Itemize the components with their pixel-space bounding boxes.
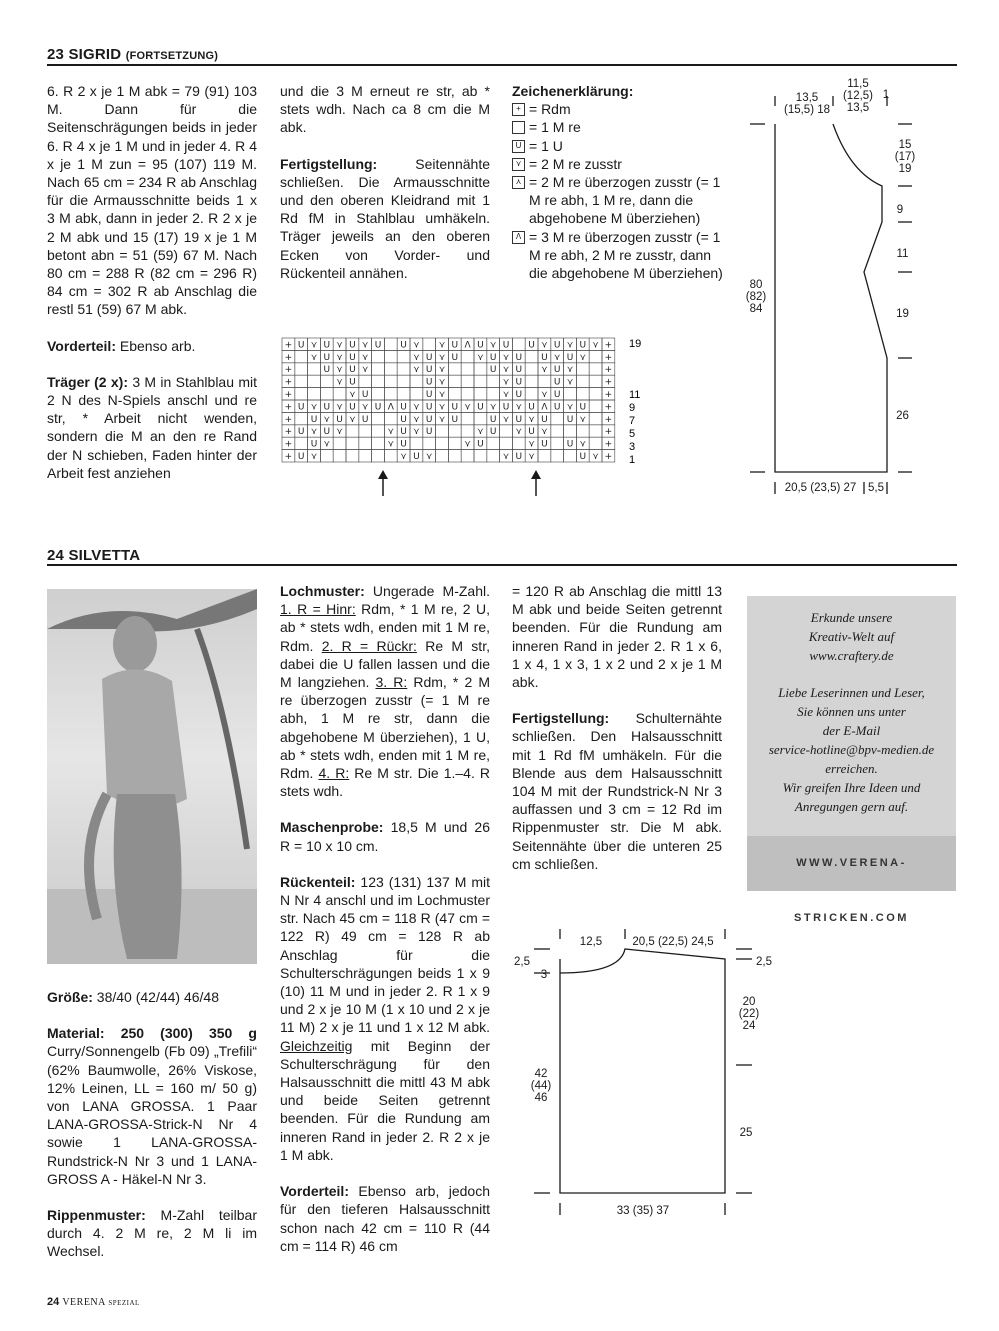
svg-text:⋎: ⋎ bbox=[438, 365, 446, 376]
svg-text:U: U bbox=[425, 402, 433, 413]
svg-text:U: U bbox=[528, 340, 535, 351]
svg-text:⋎: ⋎ bbox=[502, 352, 510, 363]
svg-text:U: U bbox=[515, 390, 523, 400]
row-label: 1 bbox=[629, 454, 636, 466]
svg-text:⋎: ⋎ bbox=[477, 352, 484, 363]
dim-bottom-width: 33 (35) 37 bbox=[616, 1205, 670, 1217]
svg-text:U: U bbox=[374, 402, 382, 413]
svg-text:U: U bbox=[515, 452, 523, 462]
svg-text:+: + bbox=[284, 427, 293, 438]
knitting-chart bbox=[280, 336, 650, 496]
svg-text:U: U bbox=[400, 439, 407, 450]
svg-text:⋎: ⋎ bbox=[387, 439, 395, 450]
chart-grid bbox=[282, 338, 615, 462]
svg-text:U: U bbox=[451, 414, 459, 425]
symbol-k2tog-icon: ⋎ bbox=[512, 158, 525, 171]
svg-text:+: + bbox=[604, 365, 613, 376]
svg-text:⋎: ⋎ bbox=[323, 439, 331, 450]
svg-text:Λ: Λ bbox=[464, 340, 471, 351]
svg-text:⋎: ⋎ bbox=[528, 439, 535, 450]
svg-text:⋎: ⋎ bbox=[541, 340, 548, 351]
svg-text:⋎: ⋎ bbox=[310, 427, 318, 438]
svg-text:⋎: ⋎ bbox=[502, 414, 510, 425]
svg-text:⋎: ⋎ bbox=[541, 365, 548, 376]
svg-text:U: U bbox=[477, 439, 484, 450]
row-label: 19 bbox=[629, 338, 642, 350]
svg-text:U: U bbox=[528, 427, 535, 438]
svg-text:⋎: ⋎ bbox=[566, 402, 574, 413]
svg-text:⋎: ⋎ bbox=[361, 352, 369, 363]
svg-text:⋎: ⋎ bbox=[310, 452, 318, 462]
svg-text:U: U bbox=[566, 352, 574, 363]
svg-text:U: U bbox=[349, 340, 356, 351]
svg-text:⋎: ⋎ bbox=[413, 402, 420, 413]
row-label: 7 bbox=[629, 415, 636, 427]
svg-text:⋎: ⋎ bbox=[438, 377, 446, 388]
section-23-rule bbox=[47, 64, 957, 66]
dim-bottom-2: 5,5 bbox=[868, 482, 884, 494]
dim-top-1: 12,5 bbox=[579, 936, 603, 948]
svg-text:⋎: ⋎ bbox=[336, 340, 343, 351]
svg-text:+: + bbox=[284, 352, 293, 363]
svg-text:U: U bbox=[400, 340, 407, 351]
symbol-yarnover-icon: U bbox=[512, 140, 525, 153]
symbol-sk2p-icon: Λ bbox=[512, 231, 525, 244]
svg-text:U: U bbox=[425, 414, 433, 425]
svg-text:⋎: ⋎ bbox=[579, 414, 587, 425]
svg-text:U: U bbox=[323, 402, 331, 413]
svg-text:⋎: ⋎ bbox=[336, 352, 343, 363]
svg-text:⋎: ⋎ bbox=[336, 377, 343, 388]
silvetta-lochmuster: Lochmuster: Ungerade M-Zahl. 1. R = Hinr: Rdm, * 1 M re, 2 U, ab * stets wdh, enden mit 1 M re, Rdm. 2. R = Rückr: Re M str, dabei die U fallen lassen und die M langziehen. 3. R: Rdm, * 2 M re überzogen zusstr (= 1 M re abh, 1 M re str, dann die abgehobene M überziehen), 1 U, ab * stets wdh, enden mit 1 M re, Rdm. 4. R: Re M str. Die 1.–4. R stets wdh. bbox=[280, 583, 490, 800]
svg-text:+: + bbox=[284, 390, 293, 400]
model-photo bbox=[47, 589, 257, 964]
svg-text:U: U bbox=[297, 402, 305, 413]
top-outline bbox=[560, 949, 725, 1193]
svg-text:U: U bbox=[425, 390, 433, 400]
legend-item: U = 1 U bbox=[512, 137, 727, 155]
silvetta-rippenmuster: Rippenmuster: M-Zahl teilbar durch 4. 2 M re, 2 M li im Wechsel. bbox=[47, 1207, 257, 1260]
svg-text:⋎: ⋎ bbox=[528, 452, 535, 462]
legend-item: = 1 M re bbox=[512, 118, 727, 136]
silvetta-material: Material: 250 (300) 350 g Curry/Sonnengelb (Fb 09) „Trefili“ (62% Baumwolle, 26% Viskose, 12% Leinen, LL = 160 m/ 50 g) von LANA GROSSA. 1 Paar LANA-GROSSA-Strick-N Nr 4 sowie 1 LANA-GROSSA-Rundstrick-N Nr 3 und 1 LANA-GROSS A - Häkel-N Nr 3. bbox=[47, 1025, 257, 1187]
svg-text:U: U bbox=[489, 427, 497, 438]
svg-text:⋎: ⋎ bbox=[387, 427, 395, 438]
svg-text:U: U bbox=[425, 365, 433, 376]
svg-text:U: U bbox=[553, 390, 561, 400]
svg-text:+: + bbox=[284, 439, 293, 450]
svg-text:⋎: ⋎ bbox=[438, 340, 446, 351]
dim-right-3: 11 bbox=[896, 248, 909, 260]
svg-text:⋎: ⋎ bbox=[438, 390, 446, 400]
svg-text:⋎: ⋎ bbox=[579, 439, 587, 450]
svg-text:U: U bbox=[451, 340, 459, 351]
svg-text:+: + bbox=[604, 452, 613, 462]
dim-left-length: 42 (44) 46 bbox=[530, 1068, 552, 1104]
dim-top-right: 1 bbox=[882, 89, 890, 101]
svg-text:+: + bbox=[284, 452, 293, 462]
svg-text:U: U bbox=[515, 377, 523, 388]
row-label: 3 bbox=[629, 441, 636, 453]
svg-text:+: + bbox=[604, 352, 613, 363]
svg-text:U: U bbox=[489, 414, 497, 425]
section-24-title: 24 SILVETTA bbox=[47, 547, 141, 564]
svg-text:U: U bbox=[425, 427, 433, 438]
svg-text:U: U bbox=[541, 352, 548, 363]
svg-text:U: U bbox=[400, 427, 407, 438]
repeat-arrow-left bbox=[378, 470, 388, 496]
svg-text:⋎: ⋎ bbox=[413, 365, 420, 376]
svg-text:⋎: ⋎ bbox=[566, 340, 574, 351]
svg-text:⋎: ⋎ bbox=[541, 427, 548, 438]
svg-text:⋎: ⋎ bbox=[336, 427, 343, 438]
svg-text:⋎: ⋎ bbox=[477, 427, 484, 438]
sigrid-traeger: Träger (2 x): 3 M in Stahlblau mit 2 N des N-Spiels anschl und re str, * Arbeit nicht wenden, sondern die M an den re Rand der N schieben, Faden hinter der Arbeit fest anziehen bbox=[47, 373, 257, 481]
dim-top-mid: 11,5 (12,5) 13,5 bbox=[842, 78, 874, 114]
svg-text:+: + bbox=[604, 377, 613, 388]
svg-text:U: U bbox=[553, 365, 561, 376]
svg-text:⋎: ⋎ bbox=[438, 414, 446, 425]
svg-text:⋎: ⋎ bbox=[310, 402, 318, 413]
dim-top-2: 20,5 (22,5) 24,5 bbox=[632, 936, 714, 948]
svg-text:U: U bbox=[477, 340, 484, 351]
info-text: Erkunde unsere Kreativ-Welt auf www.craftery.de Liebe Leserinnen und Leser, Sie können uns unter der E-Mail service-hotline@bpv-medien.de erreichen. Wir greifen Ihre Ideen und Anregungen gern auf. bbox=[747, 596, 956, 846]
svg-text:U: U bbox=[528, 402, 535, 413]
svg-text:U: U bbox=[297, 427, 305, 438]
dim-bottom-1: 20,5 (23,5) 27 bbox=[784, 482, 857, 494]
svg-text:+: + bbox=[284, 377, 293, 388]
svg-text:U: U bbox=[425, 377, 433, 388]
svg-text:⋎: ⋎ bbox=[502, 377, 510, 388]
svg-text:+: + bbox=[604, 439, 613, 450]
svg-text:⋎: ⋎ bbox=[361, 365, 369, 376]
dim-left-length: 80 (82) 84 bbox=[745, 279, 767, 315]
svg-text:U: U bbox=[489, 352, 497, 363]
svg-text:⋎: ⋎ bbox=[438, 402, 446, 413]
svg-text:⋎: ⋎ bbox=[336, 365, 343, 376]
svg-text:U: U bbox=[349, 377, 356, 388]
svg-text:⋎: ⋎ bbox=[489, 340, 497, 351]
repeat-arrow-right bbox=[531, 470, 541, 496]
svg-text:U: U bbox=[579, 402, 587, 413]
svg-text:U: U bbox=[515, 414, 523, 425]
svg-text:⋎: ⋎ bbox=[413, 340, 420, 351]
dim-right-5: 26 bbox=[896, 410, 909, 422]
silvetta-vorderteil: Vorderteil: Ebenso arb, jedoch für den tieferen Halsausschnitt schon nach 42 cm = 110 R (44 cm = 114 R) 46 cm bbox=[280, 1183, 490, 1254]
svg-text:U: U bbox=[310, 439, 318, 450]
svg-text:+: + bbox=[604, 427, 613, 438]
row-label: 9 bbox=[629, 402, 636, 414]
svg-text:⋎: ⋎ bbox=[438, 352, 446, 363]
svg-text:⋎: ⋎ bbox=[336, 402, 343, 413]
svg-text:⋎: ⋎ bbox=[349, 414, 356, 425]
svg-text:⋎: ⋎ bbox=[349, 390, 356, 400]
svg-text:U: U bbox=[451, 402, 459, 413]
svg-text:U: U bbox=[323, 340, 331, 351]
svg-text:Λ: Λ bbox=[387, 402, 394, 413]
svg-text:U: U bbox=[566, 414, 574, 425]
svg-text:U: U bbox=[566, 439, 574, 450]
svg-text:⋎: ⋎ bbox=[400, 452, 407, 462]
magazine-brand: VERENA SPEZIAL bbox=[62, 1297, 140, 1308]
svg-text:⋎: ⋎ bbox=[515, 427, 523, 438]
svg-text:U: U bbox=[553, 340, 561, 351]
svg-text:⋎: ⋎ bbox=[528, 414, 535, 425]
svg-text:U: U bbox=[323, 427, 331, 438]
legend-item: ⋎ = 2 M re zusstr bbox=[512, 155, 727, 173]
legend-title: Zeichenerklärung: bbox=[512, 83, 634, 99]
svg-text:⋎: ⋎ bbox=[502, 390, 510, 400]
service-email-link[interactable]: service-hotline@bpv-medien.de bbox=[768, 742, 935, 757]
section-23-title: 23 SIGRID (FORTSETZUNG) bbox=[47, 46, 219, 63]
sigrid-schematic bbox=[740, 76, 960, 501]
section-24-rule bbox=[47, 564, 957, 566]
page-number: 24 bbox=[47, 1296, 60, 1308]
svg-text:+: + bbox=[284, 365, 293, 376]
svg-text:⋎: ⋎ bbox=[413, 414, 420, 425]
dim-right-lower: 25 bbox=[739, 1127, 753, 1139]
silvetta-text-3: = 120 R ab Anschlag die mittl 13 M abk und beide Seiten getrennt beenden. Für die Rundung am inneren Rand in jeder 2. R 1 x 6, 1 x 4, 1 x 3, 1 x 2 und 2 x je 1 M abk. bbox=[512, 583, 722, 691]
svg-text:⋎: ⋎ bbox=[464, 439, 471, 450]
symbol-legend bbox=[512, 82, 727, 282]
svg-text:⋎: ⋎ bbox=[361, 402, 369, 413]
svg-text:U: U bbox=[553, 377, 561, 388]
svg-text:⋎: ⋎ bbox=[502, 452, 510, 462]
sigrid-vorderteil: Vorderteil: Ebenso arb. bbox=[47, 337, 196, 354]
svg-text:⋎: ⋎ bbox=[464, 402, 471, 413]
svg-text:U: U bbox=[361, 414, 369, 425]
symbol-skp-icon: ⋏ bbox=[512, 176, 525, 189]
symbol-edge-icon: + bbox=[512, 103, 525, 116]
svg-text:U: U bbox=[336, 414, 343, 425]
dim-top-left: 13,5 (15,5) 18 bbox=[783, 92, 831, 116]
svg-text:+: + bbox=[604, 390, 613, 400]
craftery-link[interactable]: www.craftery.de bbox=[809, 648, 894, 663]
svg-text:⋎: ⋎ bbox=[592, 452, 599, 462]
svg-text:⋎: ⋎ bbox=[310, 340, 318, 351]
svg-text:U: U bbox=[361, 390, 369, 400]
sigrid-column-2 bbox=[280, 82, 490, 300]
svg-text:⋎: ⋎ bbox=[413, 352, 420, 363]
svg-text:U: U bbox=[349, 352, 356, 363]
svg-text:U: U bbox=[451, 352, 459, 363]
svg-text:⋎: ⋎ bbox=[502, 365, 510, 376]
silvetta-column-2 bbox=[280, 582, 490, 1273]
silvetta-column-3 bbox=[512, 582, 722, 891]
svg-text:U: U bbox=[502, 402, 510, 413]
dim-right-4: 19 bbox=[896, 308, 909, 320]
svg-text:U: U bbox=[502, 340, 510, 351]
row-label: 5 bbox=[629, 428, 636, 440]
svg-text:⋎: ⋎ bbox=[592, 340, 599, 351]
svg-text:Λ: Λ bbox=[541, 402, 548, 413]
svg-text:U: U bbox=[400, 402, 407, 413]
svg-text:⋎: ⋎ bbox=[413, 427, 420, 438]
svg-text:U: U bbox=[297, 340, 305, 351]
legend-item: ⋏ = 2 M re überzogen zusstr (= 1 M re abh, 1 M re, dann die abgehobene M überziehen) bbox=[512, 173, 727, 228]
svg-text:⋎: ⋎ bbox=[566, 365, 574, 376]
sigrid-text-1: 6. R 2 x je 1 M abk = 79 (91) 103 M. Dann für die Seitenschrägungen beids in jeder 6. R 4 x je 1 M und in jeder 4. R 4 x je 1 M zun = 95 (107) 119 M. Nach 65 cm = 234 R ab Anschlag für die Armausschnitte beids 1 x 3 M abk, dann in jeder 2. R 2 x je 2 M abk und 15 (17) 19 x je 1 M betont abn = 51 (59) 67 M. Nach 80 cm = 288 R (82 cm = 296 R) 84 cm = 302 R ab Anschlag die restl 51 (59) 67 M abk. bbox=[47, 83, 257, 318]
svg-text:+: + bbox=[604, 340, 613, 351]
silvetta-column-1 bbox=[47, 988, 257, 1279]
svg-text:U: U bbox=[489, 365, 497, 376]
sigrid-fertigstellung: Fertigstellung: Seitennähte schließen. Die Armausschnitte und den oberen Kleidrand mit 1 Rd fM in Stahlblau umhäkeln. Träger jeweils an den oberen Ecken von Vorder- und Rückenteil annähen. bbox=[280, 155, 490, 281]
sigrid-text-2: und die 3 M erneut re str, ab * stets wdh. Nach ca 8 cm die M abk. bbox=[280, 83, 490, 136]
svg-text:+: + bbox=[284, 414, 293, 425]
legend-item: + = Rdm bbox=[512, 100, 727, 118]
svg-text:U: U bbox=[579, 340, 587, 351]
svg-text:⋎: ⋎ bbox=[579, 352, 587, 363]
verena-website-link[interactable]: WWW.VERENA-STRICKEN.COM bbox=[747, 836, 956, 891]
legend-item: Λ = 3 M re überzogen zusstr (= 1 M re abh, 2 M re zusstr, dann die abgehobene M überziehen) bbox=[512, 228, 727, 283]
svg-text:⋎: ⋎ bbox=[323, 414, 331, 425]
dim-right-1: 15 (17) 19 bbox=[894, 139, 916, 175]
svg-text:U: U bbox=[400, 414, 407, 425]
svg-text:U: U bbox=[323, 352, 331, 363]
dim-right-top: 2,5 bbox=[756, 956, 772, 968]
sigrid-column-1 bbox=[47, 82, 257, 500]
svg-text:+: + bbox=[284, 340, 293, 351]
svg-text:U: U bbox=[297, 452, 305, 462]
svg-text:⋎: ⋎ bbox=[425, 452, 433, 462]
page-footer bbox=[47, 1296, 140, 1308]
svg-text:U: U bbox=[374, 340, 382, 351]
silvetta-fertigstellung: Fertigstellung: Schulternähte schließen. Den Halsausschnitt mit 1 Rd fM umhäkeln. Für die Blende aus dem Halsausschnitt 104 M mit der Rundstrick-N Nr 3 auffassen und 3 cm = 12 Rd im Rippenmuster str. Die M abk. Seitennähte über die unteren 25 cm schließen. bbox=[512, 710, 722, 872]
svg-text:U: U bbox=[541, 439, 548, 450]
svg-text:U: U bbox=[515, 365, 523, 376]
silvetta-maschenprobe: Maschenprobe: 18,5 M und 26 R = 10 x 10 cm. bbox=[280, 819, 490, 854]
svg-text:⋎: ⋎ bbox=[553, 352, 561, 363]
svg-text:⋎: ⋎ bbox=[361, 340, 369, 351]
svg-text:⋎: ⋎ bbox=[489, 402, 497, 413]
dim-right-2: 9 bbox=[896, 204, 904, 216]
svg-text:⋎: ⋎ bbox=[541, 390, 548, 400]
photo-illustration bbox=[47, 589, 257, 964]
dim-left-top: 2,5 bbox=[514, 956, 530, 968]
symbol-knit-icon bbox=[512, 121, 525, 134]
svg-text:U: U bbox=[425, 352, 433, 363]
row-label: 11 bbox=[629, 389, 641, 401]
svg-text:U: U bbox=[579, 452, 587, 462]
svg-text:+: + bbox=[604, 414, 613, 425]
dress-outline bbox=[775, 124, 887, 472]
svg-text:U: U bbox=[477, 402, 484, 413]
svg-text:U: U bbox=[310, 414, 318, 425]
svg-text:⋎: ⋎ bbox=[310, 352, 318, 363]
svg-text:U: U bbox=[413, 452, 420, 462]
svg-text:⋎: ⋎ bbox=[566, 377, 574, 388]
silvetta-rueckenteil: Rückenteil: 123 (131) 137 M mit N Nr 4 anschl und im Lochmuster str. Nach 45 cm = 118 R (47 cm = 122 R) 49 cm = 128 R ab Anschlag für die Schulterschrägungen beids 1 x 9 (10) 11 M und in jeder 2. R 1 x 9 und 2 x je 10 M (1 x 10 und 2 x je 11 M) 2 x je 11 und 1 x 12 M abk. Gleichzeitig mit Beginn der Schulterschrägung für den Halsausschnitt die mittl 43 M abk und beide Seiten getrennt beenden. Für die Rundung am inneren Rand in jeder 2. R 2 x je 1 M abk. bbox=[280, 873, 490, 1163]
svg-text:U: U bbox=[323, 365, 331, 376]
svg-text:U: U bbox=[349, 402, 356, 413]
svg-text:+: + bbox=[284, 402, 293, 413]
silvetta-groesse: Größe: 38/40 (42/44) 46/48 bbox=[47, 989, 219, 1005]
svg-text:⋎: ⋎ bbox=[515, 402, 523, 413]
svg-text:U: U bbox=[541, 414, 548, 425]
svg-text:U: U bbox=[349, 365, 356, 376]
svg-text:U: U bbox=[553, 402, 561, 413]
svg-text:+: + bbox=[604, 402, 613, 413]
dim-left-3: 3 bbox=[540, 969, 548, 981]
svg-text:U: U bbox=[515, 352, 523, 363]
reader-info-box bbox=[747, 596, 956, 924]
dim-right-upper: 20 (22) 24 bbox=[738, 996, 760, 1032]
